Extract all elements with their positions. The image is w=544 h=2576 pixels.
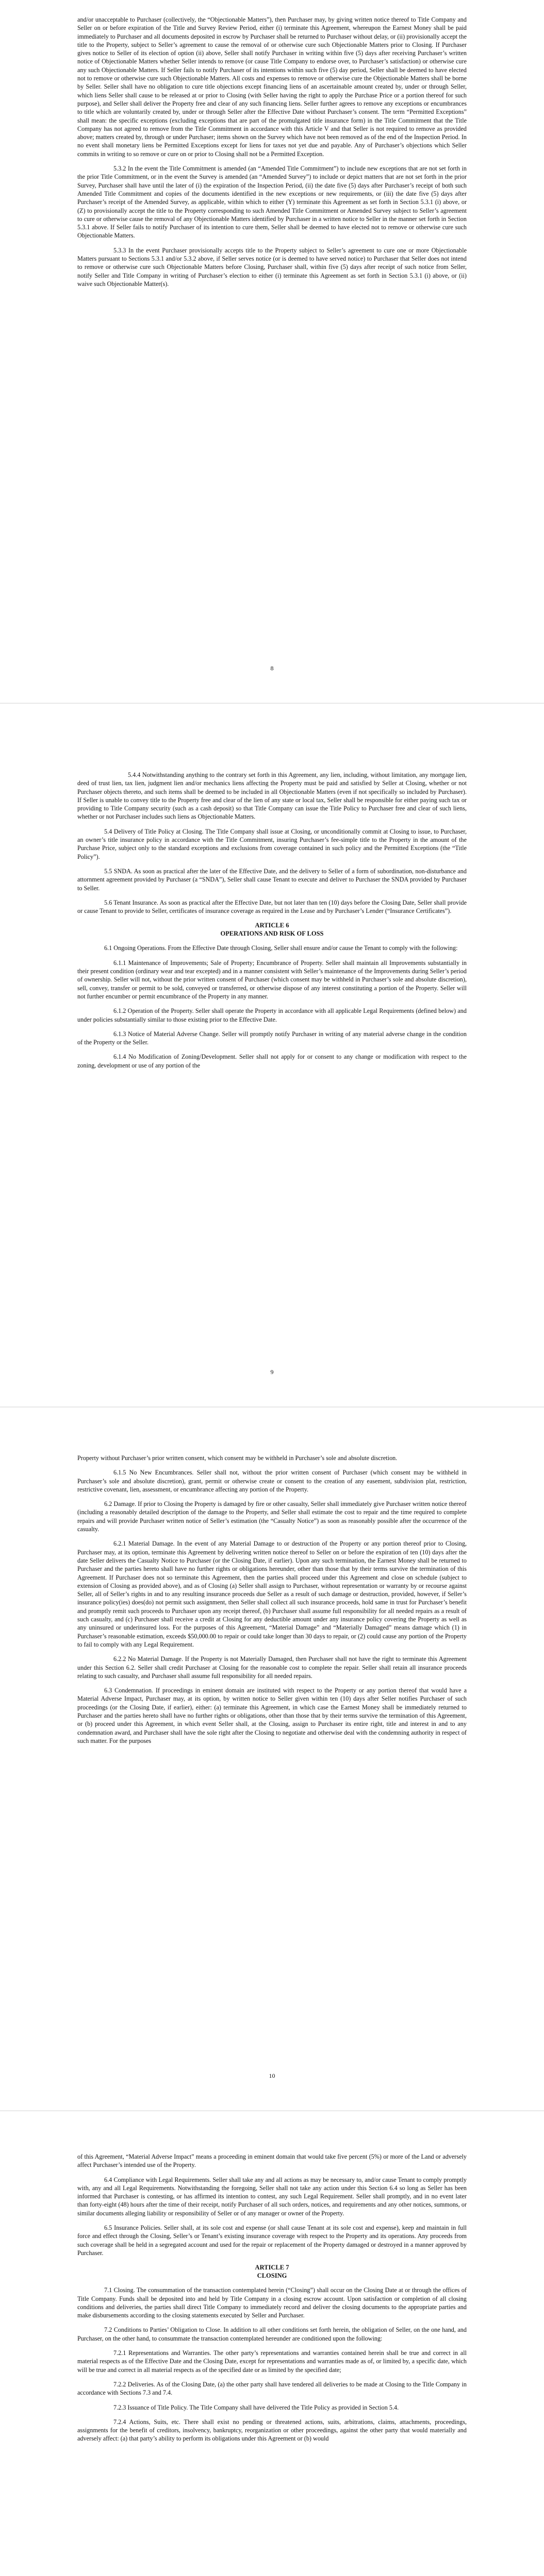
paragraph-7-2-4: 7.2.4 Actions, Suits, etc. There shall exist no pending or threatened actions, suits, arbitrations, claims, attachments, proceedings, assignments for the benefit of creditors, insolvency, bankruptcy, reorganization or other proceedings, against the other party that would materially and adversely affect: (a) that party’s ability to perform its obligations under this Agreement or (b) would [77,2418,467,2443]
paragraph-6-1-4: 6.1.4 No Modification of Zoning/Development. Seller shall not apply for or consent to any change or modification with respect to the zoning, development or use of any portion of the [77,1053,467,1069]
paragraph-continued: of this Agreement, “Material Adverse Impact” means a proceeding in eminent domain that would take five percent (5%) or more of the Land or adversely affect Purchaser’s intended use of the Property. [77,2153,467,2169]
paragraph-7-1: 7.1 Closing. The consummation of the transaction contemplated herein (“Closing”) shall occur on the Closing Date at or through the offices of Title Company. Funds shall be deposited into and held by Title Company in a closing escrow account. Upon satisfaction or completion of all closing conditions and deliveries, the parties shall direct Title Company to immediately record and deliver the closing documents to the appropriate parties and make disbursements according to the closing statements executed by Seller and Purchaser. [77,2286,467,2319]
paragraph-6-5: 6.5 Insurance Policies. Seller shall, at its sole cost and expense (or shall cause Tenant at its sole cost and expense), keep and maintain in full force and effect through the Closing, Seller’s or Tenant’s existing insurance coverage with respect to the Property and its operations. Any proceeds from such coverage shall be held in a segregated account and used for the repair or replacement of the Property damaged or destroyed in a manner approved by Purchaser. [77,2224,467,2257]
paragraph-6-2-2: 6.2.2 No Material Damage. If the Property is not Materially Damaged, then Purchaser shall not have the right to terminate this Agreement under this Section 6.2. Seller shall credit Purchaser at Closing for the reasonable cost to complete the repair. Seller shall retain all insurance proceeds relating to such casualty, and Purchaser shall assume full responsibility for all needed repairs. [77,1655,467,1680]
page-number: 8 [270,665,274,672]
paragraph-7-2-2: 7.2.2 Deliveries. As of the Closing Date, (a) the other party shall have tendered all deliveries to be made at Closing to the Title Company in accordance with Sections 7.3 and 7.4. [77,2380,467,2397]
document-page-8 [0,0,544,703]
paragraph-5-6: 5.6 Tenant Insurance. As soon as practical after the Effective Date, but not later than ten (10) days before the Closing Date, Seller shall provide or cause Tenant to provide to Seller, certificates of insurance coverage as required in the Lease and by Purchaser’s Lender (“Insurance Certificates”). [77,899,467,915]
document-page-11 [0,2111,544,2576]
paragraph-6-2: 6.2 Damage. If prior to Closing the Property is damaged by fire or other casualty, Seller shall immediately give Purchaser written notice thereof (including a reasonably detailed description of the damage to the Property, and Seller shall estimate the cost to repair and the time required to complete repairs and will provide Purchaser written notice of Seller’s estimation (the “Casualty Notice”) as soon as reasonably possible after the occurrence of the casualty. [77,1500,467,1533]
page-number: 9 [270,1368,274,1376]
paragraph-5-3-2: 5.3.2 In the event the Title Commitment is amended (an “Amended Title Commitment”) to include new exceptions that are not set forth in the prior Title Commitment, or in the event the Survey is amended (an “Amended Survey”) to include or depict matters that are not set forth in the prior Survey, Purchaser shall have until the later of (i) the expiration of the Inspection Period, (ii) the date five (5) days after Purchaser’s receipt of both such Amended Title Commitment and copies of the documents identified in the new exceptions or new requirements, or (iii) the date five (5) days after Purchaser’s receipt of the Amended Survey, as applicable, within which to either (Y) terminate this Agreement as set forth in Section 5.3.1 (i) above, or (Z) to provisionally accept the title to the Property corresponding to such Amended Title Commitment or Amended Survey subject to Seller’s agreement to cure or otherwise cause the removal of any Objectionable Matters identified by Purchaser in a written notice to Seller in the manner set forth in Section 5.3.1 above. If Seller fails to notify Purchaser of its intention to cure them, Seller shall be deemed to have elected not to remove or otherwise cure such Objectionable Matters. [77,165,467,240]
paragraph-5-4: 5.4 Delivery of Title Policy at Closing. The Title Company shall issue at Closing, or unconditionally commit at Closing to issue, to Purchaser, an owner’s title insurance policy in accordance with the Title Commitment, insuring Purchaser’s fee-simple title to the Property in the amount of the Purchase Price, subject only to the standard exceptions and exclusions from coverage contained in such policy and the Permitted Exceptions (the “Title Policy”). [77,827,467,860]
paragraph-5-4-4: 5.4.4 Notwithstanding anything to the contrary set forth in this Agreement, any lien, including, without limitation, any mortgage lien, deed of trust lien, tax lien, judgment lien and/or mechanics liens affecting the Property must be paid and satisfied by Seller at Closing, whether or not Purchaser objects thereto, and such items shall be deemed to be included in all Objectionable Matters (even if not specifically so included by Purchaser). If Seller is unable to convey title to the Property free and clear of the lien of any state or local tax, Seller shall be responsible for either paying such tax or providing to Title Company security (such as a cash deposit) so that Title Company can issue the Title Policy to Purchaser free and clear of such liens, whether or not Purchaser includes such liens as Objectionable Matters. [77,771,467,821]
paragraph-objectionable-matters: and/or unacceptable to Purchaser (collectively, the “Objectionable Matters”), then Purchaser may, by giving written notice thereof to Title Company and Seller on or before expiration of the Title and Survey Review Period, either (i) terminate this Agreement, whereupon the Earnest Money shall be paid immediately to Purchaser and all documents deposited in escrow by Purchaser shall be returned to Purchaser without delay, or (ii) provisionally accept the title to the Property, subject to Seller’s agreement to cause the removal of or otherwise cure such Objectionable Matters prior to Closing. If Purchaser gives notice to Seller of its election of option (ii) above, Seller shall notify Purchaser in writing within five (5) days after receiving Purchaser’s written notice of Objectionable Matters whether Seller intends to remove (or cause Title Company to endorse over, to Purchaser’s satisfaction) or otherwise cure any such Objectionable Matters. If Seller fails to notify Purchaser of its intentions within such five (5) day period, Seller shall be deemed to have elected not to remove or otherwise cure such Objectionable Matters. All costs and expenses to remove or otherwise cure the Objectionable Matters shall be borne by Seller. Seller shall have no obligation to cure title objections except financing liens of an ascertainable amount created by, under or through Seller, which liens Seller shall cause to be released at or prior to Closing (with Seller having the right to apply the Purchase Price or a portion thereof for such purpose), and Seller shall deliver the Property free and clear of any such financing liens. Seller further agrees to remove any exceptions or encumbrances to title which are voluntarily created by, under or through Seller after the Effective Date without Purchaser’s consent. The term “Permitted Exceptions” shall mean: the specific exceptions (excluding exceptions that are part of the promulgated title insurance form) in the Title Commitment that the Title Company has not agreed to remove from the Title Commitment in accordance with this Article V and that Seller is not required to remove as provided above; matters created by, through or under Purchaser; items shown on the Survey which have not been removed as of the end of the Inspection Period. In no event shall monetary liens be Permitted Exceptions except for liens for taxes not yet due and payable. Any of Purchaser’s objections which Seller commits in writing to so remove or cure on or prior to Closing shall not be a Permitted Exception. [77,16,467,158]
page-number: 10 [269,2072,275,2079]
article-heading-title: OPERATIONS AND RISK OF LOSS [220,930,324,938]
article-heading-number: ARTICLE 6 [255,922,289,929]
paragraph-6-3: 6.3 Condemnation. If proceedings in eminent domain are instituted with respect to the Property or any portion thereof that would have a Material Adverse Impact, Purchaser may, at its option, by written notice to Seller given within ten (10) days after Seller notifies Purchaser of such proceedings (or the Closing Date, if earlier), either: (a) terminate this Agreement, in which case the Earnest Money shall be immediately returned to Purchaser and the parties hereto shall have no further rights or obligations, other than those that by their terms survive the termination of this Agreement, or (b) proceed under this Agreement, in which event Seller shall, at the Closing, assign to Purchaser its entire right, title and interest in and to any condemnation award, and Purchaser shall have the sole right after the Closing to negotiate and otherwise deal with the condemning authority in respect of such matter. For the purposes [77,1687,467,1744]
paragraph-7-2: 7.2 Conditions to Parties’ Obligation to Close. In addition to all other conditions set forth herein, the obligation of Seller, on the one hand, and Purchaser, on the other hand, to consummate the transaction contemplated hereunder are conditioned upon the following: [77,2326,467,2342]
paragraph-6-1-5: 6.1.5 No New Encumbrances. Seller shall not, without the prior written consent of Purchaser (which consent may be withheld in Purchaser’s sole and absolute discretion), grant, permit or otherwise create or consent to the creation of any easement, subdivision plat, restriction, restrictive covenant, lien, assessment, or encumbrance affecting any portion of the Property. [77,1469,467,1493]
document-page-10 [0,1408,544,2111]
paragraph-6-1-2: 6.1.2 Operation of the Property. Seller shall operate the Property in accordance with all applicable Legal Requirements (defined below) and under policies substantially similar to those existing prior to the Effective Date. [77,1007,467,1023]
paragraph-5-5: 5.5 SNDA. As soon as practical after the later of the Effective Date, and the delivery to Seller of a form of subordination, non-disturbance and attornment agreement provided by Purchaser (a “SNDA”), Seller shall cause Tenant to execute and deliver to Purchaser the SNDA provided by Purchaser to Seller. [77,867,467,892]
paragraph-continued: Property without Purchaser’s prior written consent, which consent may be withheld in Purchaser’s sole and absolute discretion. [77,1454,398,1462]
paragraph-7-2-3: 7.2.3 Issuance of Title Policy. The Title Company shall have delivered the Title Policy as provided in Section 5.4. [113,2403,399,2411]
paragraph-6-1: 6.1 Ongoing Operations. From the Effective Date through Closing, Seller shall ensure and/or cause the Tenant to comply with the following: [104,944,458,952]
paragraph-6-2-1: 6.2.1 Material Damage. In the event of any Material Damage to or destruction of the Property or any portion thereof prior to Closing, Purchaser may, at its option, terminate this Agreement by delivering written notice thereof to Seller on or before the expiration of ten (10) days after the date Seller delivers the Casualty Notice to Purchaser (or the Closing Date, if earlier). Upon any such termination, the Earnest Money shall be returned to Purchaser and the parties hereto shall have no further rights or obligations hereunder, other than those that by their terms survive the termination of this Agreement. If Purchaser does not so terminate this Agreement, then the parties shall proceed under this Agreement and close on schedule (subject to extension of Closing as provided above), and as of Closing (a) Seller shall assign to Purchaser, without representation or warranty by or recourse against Seller, all of Seller’s rights in and to any resulting insurance proceeds due Seller as a result of such damage or destruction, provided, however, if Seller’s insurance policy(ies) does(do) not permit such assignment, then Seller shall collect all such insurance proceeds, hold same in trust for Purchaser’s benefit and promptly remit such proceeds to Purchaser upon any receipt thereof, (b) Purchaser shall assume full responsibility for all needed repairs as a result of such casualty, and (c) Purchaser shall receive a credit at Closing for any deductible amount under any insurance policy covering the Property as well as any uninsured or underinsured loss. For the purposes of this Agreement, “Material Damage” and “Materially Damaged” means damage which (1) in Purchaser’s reasonable estimation, exceeds $50,000.00 to repair or could take longer than 30 days to repair, or (2) could cause any portion of the Property to fail to comply with any Legal Requirement. [77,1540,467,1648]
article-heading-title: CLOSING [257,2272,287,2280]
paragraph-5-3-3: 5.3.3 In the event Purchaser provisionally accepts title to the Property subject to Seller’s agreement to cure one or more Objectionable Matters pursuant to Sections 5.3.1 and/or 5.3.2 above, if Seller serves notice (or is deemed to have served notice) to Purchaser that Seller does not intend to remove or otherwise cure such Objectionable Matters before Closing, Purchaser shall, within five (5) days after receipt of such notice from Seller, notify Seller and Title Company in writing of Purchaser’s election to either (i) terminate this Agreement as set forth in Section 5.3.1 (i) above, or (ii) waive such Objectionable Matter(s). [77,246,467,287]
paragraph-7-2-1: 7.2.1 Representations and Warranties. The other party’s representations and warranties contained herein shall be true and correct in all material respects as of the Effective Date and the Closing Date, except for representations and warranties made as of, or limited by, a specific date, which will be true and correct in all material respects as of the specified date or as limited by the specified date; [77,2349,467,2374]
paragraph-6-1-3: 6.1.3 Notice of Material Adverse Change. Seller will promptly notify Purchaser in writing of any material adverse change in the condition of the Property or the Seller. [77,1030,467,1046]
article-heading-number: ARTICLE 7 [255,2264,289,2272]
paragraph-6-4: 6.4 Compliance with Legal Requirements. Seller shall take any and all actions as may be necessary to, and/or cause Tenant to comply promptly with, any and all Legal Requirements. Notwithstanding the foregoing, Seller shall not take any action under this Section 6.4 so long as Seller has been informed that Purchaser is contesting, or has affirmed its intention to contest, any such Legal Requirement. Seller shall promptly, and in no event later than forty-eight (48) hours after the time of their receipt, notify Purchaser of all such orders, notices, and requirements and any other notices, summons, or similar documents alleging liability or responsibility of Seller or of any manager or owner of the Property. [77,2176,467,2217]
paragraph-6-1-1: 6.1.1 Maintenance of Improvements; Sale of Property; Encumbrance of Property. Seller shall maintain all Improvements substantially in their present condition (ordinary wear and tear excepted) and in a manner consistent with Seller’s maintenance of the Improvements during Seller’s period of ownership. Seller will not, without the prior written consent of Purchaser (which consent may be withheld in Purchaser’s sole and absolute discretion), sell, convey, transfer or permit to be sold, conveyed or transferred, or otherwise dispose of any interest constituting a portion of the Property. Seller will not further encumber or permit encumbrance of the Property in any manner. [77,959,467,1000]
document-page-9 [0,704,544,1407]
